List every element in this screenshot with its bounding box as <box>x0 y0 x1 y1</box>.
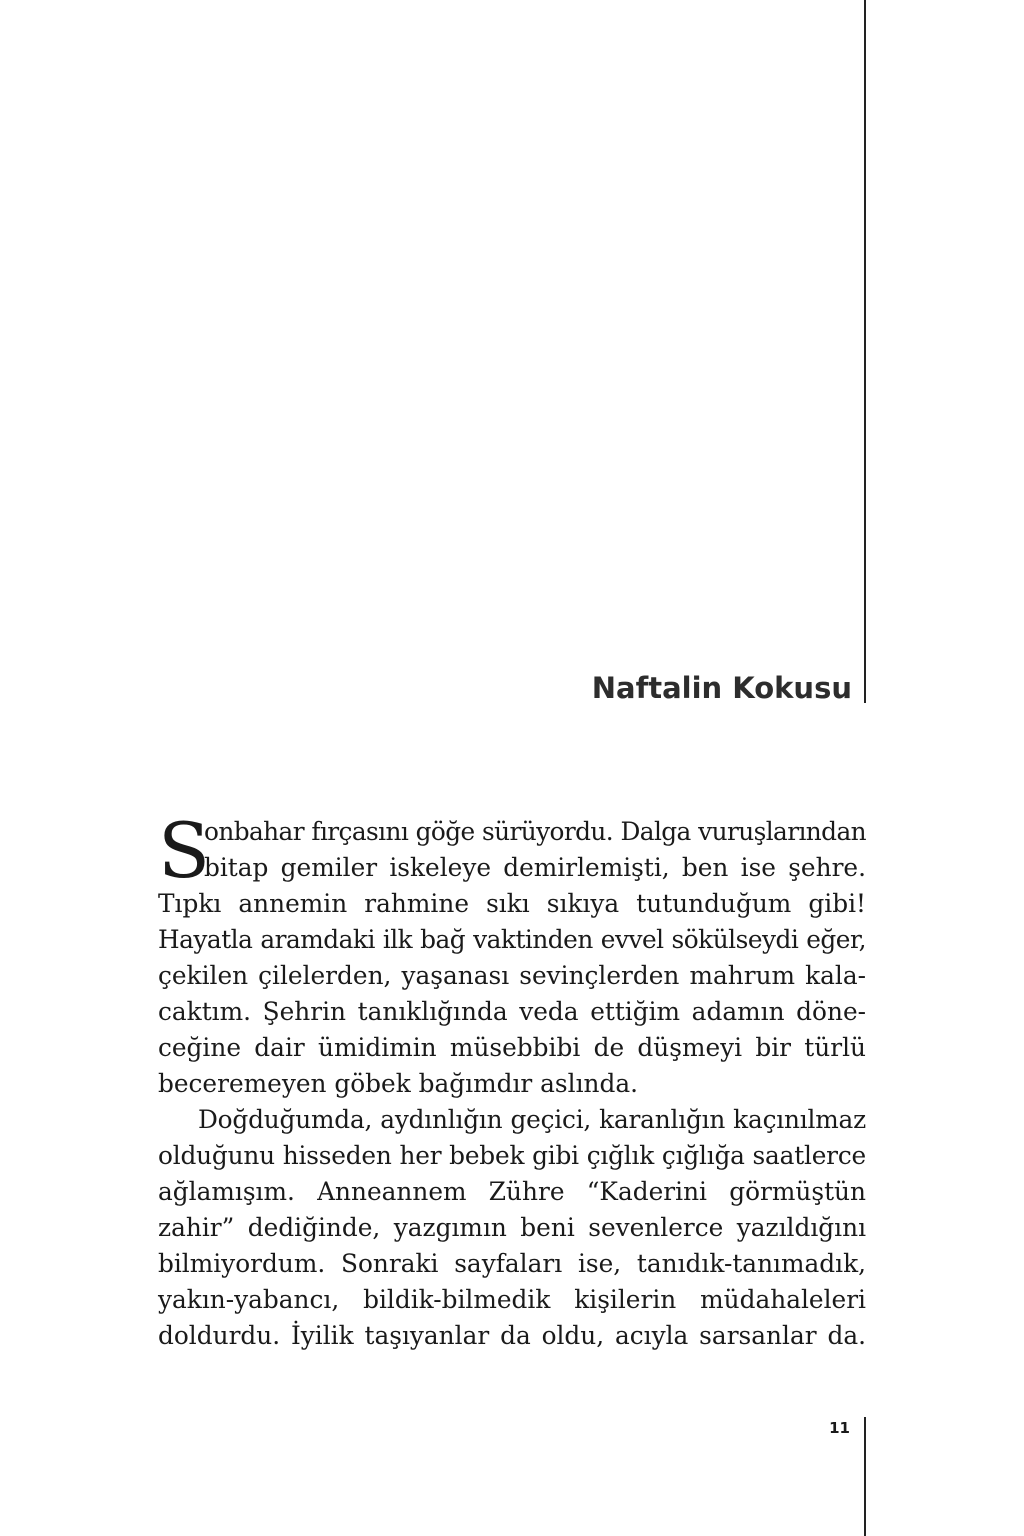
text-line: ağlamışım. Anneannem Zühre “Kaderini görmüştün <box>158 1177 866 1206</box>
paragraph-2 <box>158 1102 866 1354</box>
text-line: doldurdu. İyilik taşıyanlar da oldu, acıyla sarsanlar da. <box>158 1321 866 1350</box>
text-line: bilmiyordum. Sonraki sayfaları ise, tanıdık-tanımadık, <box>158 1249 866 1278</box>
body-text <box>158 806 866 1354</box>
drop-cap: S <box>158 806 211 895</box>
chapter-title: Naftalin Kokusu <box>591 671 852 705</box>
text-line: onbahar fırçasını göğe sürüyordu. Dalga vuruşlarından <box>204 817 866 846</box>
text-line: yakın-yabancı, bildik-bilmedik kişilerin müdahaleleri <box>158 1285 866 1314</box>
text-line: beceremeyen göbek bağımdır aslında. <box>158 1069 639 1098</box>
paragraph-1 <box>158 806 866 1102</box>
text-line: Hayatla aramdaki ilk bağ vaktinden evvel sökülseydi eğer, <box>158 925 866 954</box>
text-line: Doğduğumda, aydınlığın geçici, karanlığın kaçınılmaz <box>198 1105 866 1134</box>
page-number: 11 <box>829 1419 850 1437</box>
text-line: bitap gemiler iskeleye demirlemişti, ben ise şehre. <box>204 853 866 882</box>
text-line: çekilen çilelerden, yaşanası sevinçlerden mahrum kala- <box>158 961 866 990</box>
text-line: caktım. Şehrin tanıklığında veda ettiğim adamın döne- <box>158 997 866 1026</box>
text-line: ceğine dair ümidimin müsebbibi de düşmeyi bir türlü <box>158 1033 866 1062</box>
margin-rule-bottom <box>864 1417 866 1536</box>
text-line: Tıpkı annemin rahmine sıkı sıkıya tutunduğum gibi! <box>158 889 866 918</box>
margin-rule-top <box>864 0 866 703</box>
text-line: zahir” dediğinde, yazgımın beni sevenlerce yazıldığını <box>158 1213 866 1242</box>
text-line: olduğunu hisseden her bebek gibi çığlık çığlığa saatlerce <box>158 1141 866 1170</box>
